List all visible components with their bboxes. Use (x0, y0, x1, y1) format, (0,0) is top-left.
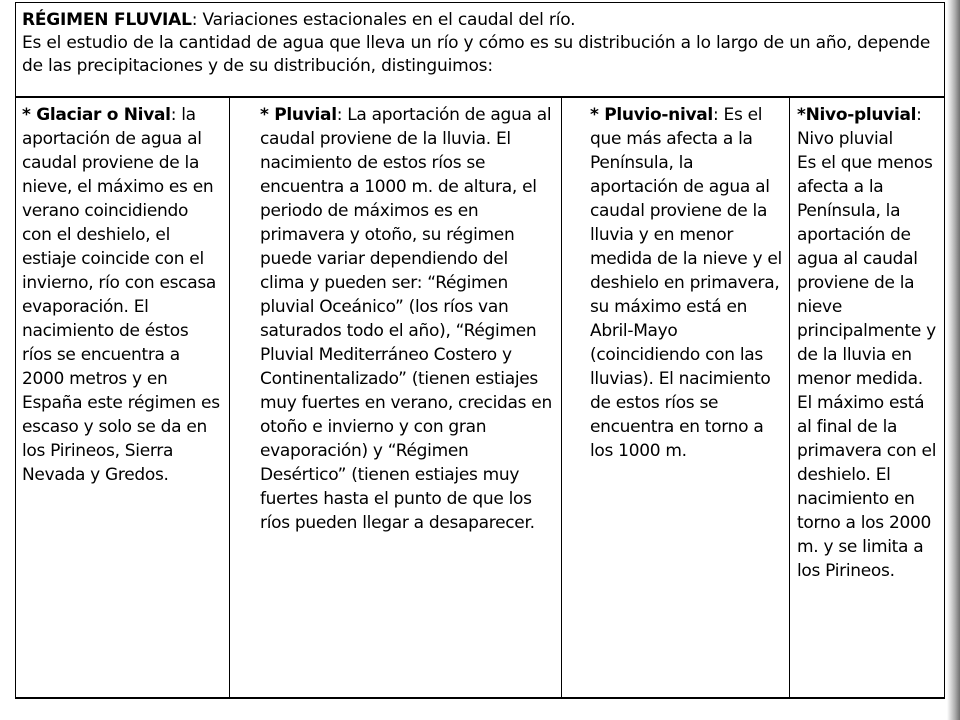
table-right-border (944, 2, 945, 699)
column-pluvial (260, 103, 552, 535)
column-nivo-pluvial-colon: : (916, 105, 922, 125)
column-nivo-pluvial-heading: Nivo-pluvial (805, 105, 917, 125)
intro-subtitle: : Variaciones estacionales en el caudal del río. (191, 10, 576, 30)
column-divider-1 (229, 97, 230, 698)
column-nivo-pluvial-prefix: * (797, 105, 806, 125)
column-nivo-pluvial-body: Es el que menos afecta a la Península, la aportación de agua al caudal proviene de la nieve principalmente y de la lluvia en menor medida. El máximo está al final de la primavera con el deshielo. El nacimiento en torno a los 2000 m. y se limita a los Pirineos. (797, 153, 937, 581)
column-pluvio-nival-heading: Pluvio-nival (604, 105, 713, 125)
column-nivo-pluvial (797, 103, 937, 583)
column-pluvial-prefix: * (260, 105, 275, 125)
column-nivo-pluvial-subheading: Nivo pluvial (797, 129, 893, 149)
column-pluvio-nival-prefix: * (590, 105, 605, 125)
column-nivo-pluvial-head-line (797, 103, 937, 127)
column-glaciar-nival-prefix: * (22, 105, 37, 125)
column-pluvial-body: : La aportación de agua al caudal proviene de la lluvia. El nacimiento de estos ríos se encuentra a 1000 m. de altura, el periodo de máximos es en primavera y otoño, su régimen puede variar dependiendo del clima y pueden ser: “Régimen pluvial Oceánico” (los ríos van saturados todo el año), “Régimen Pluvial Mediterráneo Costero y Continentalizado” (tienen estiajes muy fuertes en verano, crecidas en otoño e invierno y con gran evaporación) y “Régimen Desértico” (tienen estiajes muy fuertes hasta el punto de que los ríos pueden llegar a desaparecer. (260, 105, 552, 533)
table-bottom-border (15, 697, 945, 699)
column-divider-3 (789, 97, 790, 698)
column-glaciar-nival-text (22, 103, 222, 487)
table-top-border (15, 2, 945, 3)
column-glaciar-nival-colon: : (170, 105, 177, 125)
intro-title: RÉGIMEN FLUVIAL (22, 10, 192, 30)
column-glaciar-nival-body: la aportación de agua al caudal proviene de la nieve, el máximo es en verano coincidiendo con el deshielo, el estiaje coincide con el invierno, río con escasa evaporación. El nacimiento de éstos ríos se encuentra a 2000 metros y en España este régimen es escaso y solo se da en los Pirineos, Sierra Nevada y Gredos. (22, 105, 220, 485)
column-pluvio-nival-text (590, 103, 784, 463)
table-header-border (15, 96, 945, 98)
column-pluvio-nival (590, 103, 784, 463)
intro-description: Es el estudio de la cantidad de agua que lleva un río y cómo es su distribución a lo largo de un año, depende de las precipitaciones y de su distribución, distinguimos: (22, 33, 931, 76)
column-pluvial-heading: Pluvial (274, 105, 337, 125)
column-pluvio-nival-body: : Es el que más afecta a la Península, la aportación de agua al caudal proviene de la lluvia y en menor medida de la nieve y el deshielo en primavera, su máximo está en Abril-Mayo (coincidiendo con las lluvias). El nacimiento de estos ríos se encuentra en torno a los 1000 m. (590, 105, 782, 461)
intro-block (22, 9, 947, 78)
page-edge-shadow (947, 0, 960, 720)
table-left-border (15, 2, 16, 699)
column-divider-2 (561, 97, 562, 698)
column-glaciar-nival (22, 103, 222, 487)
column-pluvial-text (260, 103, 552, 535)
intro-title-line (22, 9, 947, 32)
column-glaciar-nival-heading: Glaciar o Nival (36, 105, 171, 125)
